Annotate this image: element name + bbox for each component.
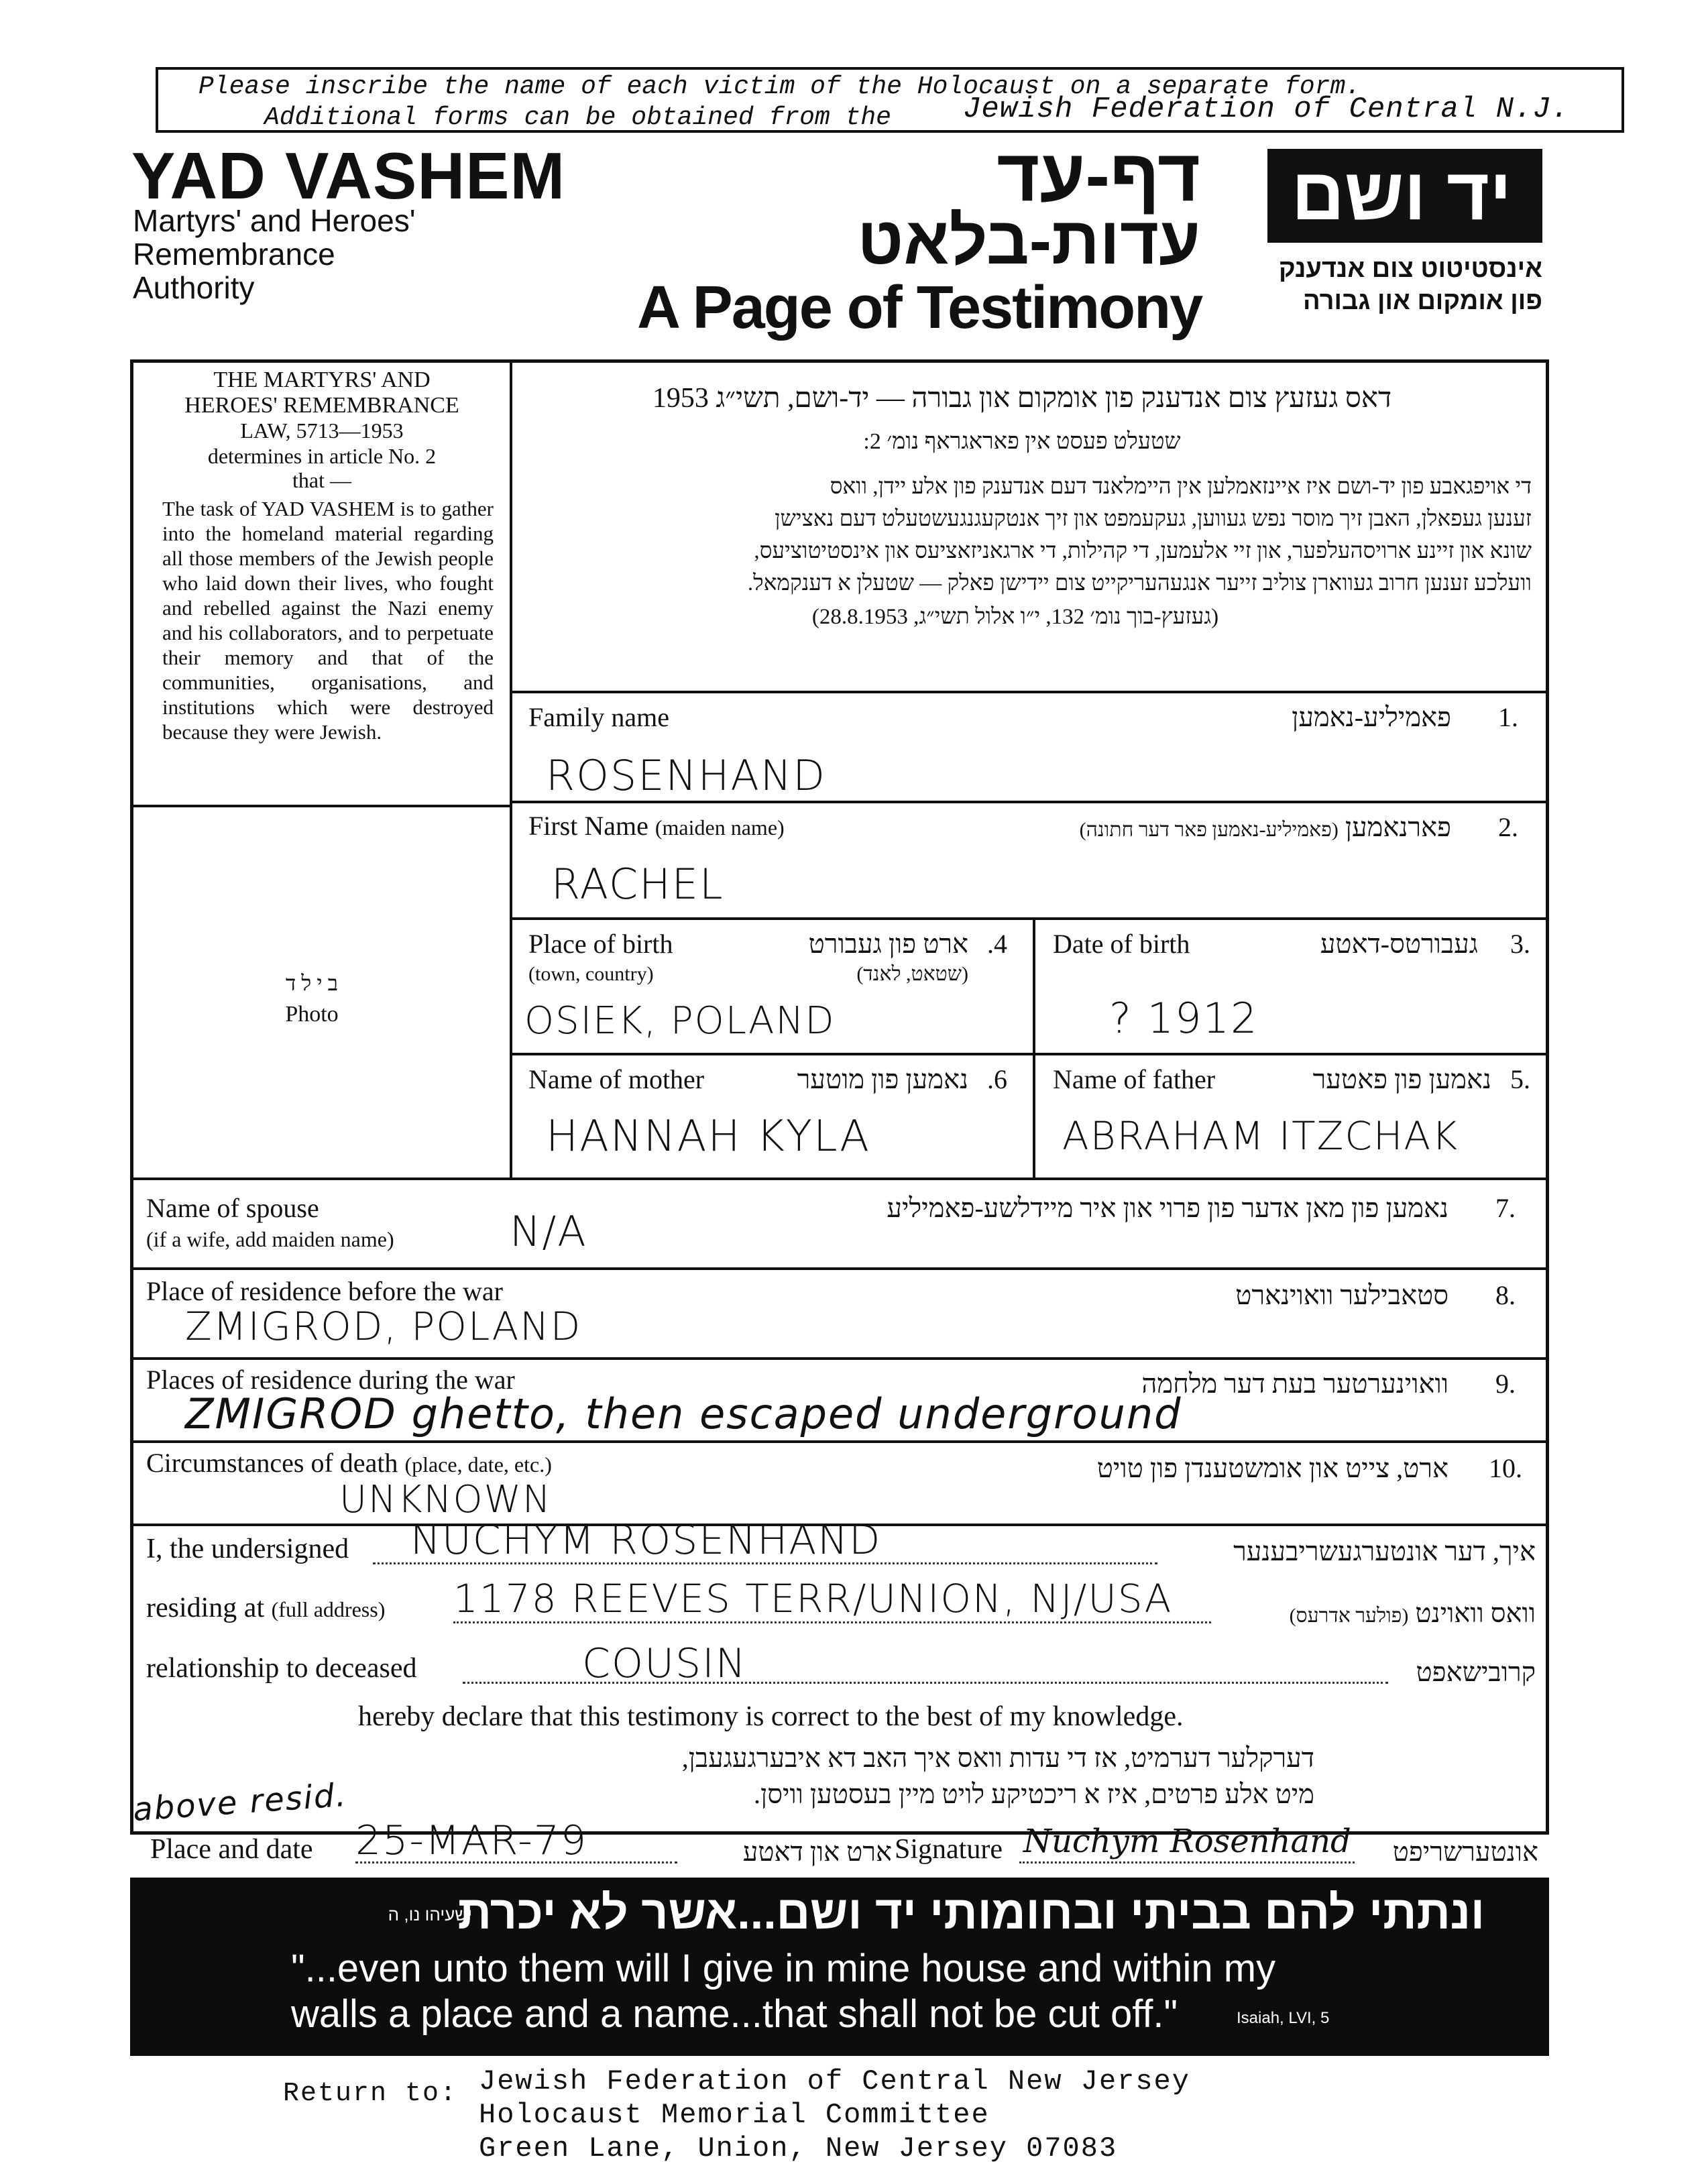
law-heading2: HEROES' REMEMBRANCE xyxy=(184,393,459,418)
f8-num: 8. xyxy=(1495,1280,1516,1310)
org-name: YAD VASHEM xyxy=(131,139,566,213)
residing-label-text: residing at xyxy=(146,1593,265,1623)
f1-label: Family name xyxy=(528,702,669,732)
return-line3: Green Lane, Union, New Jersey 07083 xyxy=(479,2132,1118,2165)
org-sub3: Authority xyxy=(133,270,255,305)
law-heading1: THE MARTYRS' AND xyxy=(213,367,431,392)
field-spouse xyxy=(134,1180,1546,1267)
f7-value[interactable]: N/A xyxy=(510,1207,587,1256)
f7-num: 7. xyxy=(1495,1193,1516,1223)
law-body: The task of YAD VASHEM is to gather into the homeland material regarding all those members of the Jewish people who laid down their lives, who fought and rebelled against the Nazi enemy and his collaborators, and to perpetuate their memory and that of the communities, organisations, and institutions which were destroyed because they were Jewish. xyxy=(162,497,494,744)
photo-label: Photo xyxy=(285,1002,339,1027)
declaration-statement: hereby declare that this testimony is correct to the best of my knowledge. xyxy=(358,1701,1184,1732)
place-date-yiddish: ארט און דאטע xyxy=(742,1837,892,1867)
f4-label: Place of birth xyxy=(528,929,673,959)
f2-label-text: First Name xyxy=(528,811,648,841)
field-family-name xyxy=(512,693,1546,801)
signature-label: Signature xyxy=(895,1834,1003,1865)
residing-label xyxy=(146,1592,385,1624)
f5-label-yiddish: נאמען פון פאטער xyxy=(1312,1064,1491,1094)
f2-value[interactable]: RACHEL xyxy=(551,860,724,909)
yiddish-law-body2: זענען געפאלן, האבן זיך מוסר נפש געווען, געקעמפט און זיך אנטקעגנגעשטעלט דעם נאצישן xyxy=(775,507,1532,531)
undersigned-yiddish: איך, דער אונטערגעשריבענער xyxy=(1233,1536,1536,1566)
f9-value[interactable]: ZMIGROD ghetto, then escaped underground xyxy=(185,1389,1182,1438)
banner-line1: "...even unto them will I give in mine house and within my xyxy=(291,1947,1276,1990)
f2-label-yiddish xyxy=(982,811,1451,843)
residing-value[interactable]: 1178 REEVES TERR/UNION, NJ/USA xyxy=(453,1576,1173,1621)
residing-label-note: (full address) xyxy=(271,1597,386,1621)
undersigned-value[interactable]: NUCHYM ROSENHAND xyxy=(410,1517,882,1564)
residing-yiddish xyxy=(1214,1597,1536,1629)
f9-label-yiddish: וואוינערטער בעת דער מלחמה xyxy=(1141,1369,1448,1399)
field-date-of-birth xyxy=(1035,920,1546,1054)
return-line1: Jewish Federation of Central New Jersey xyxy=(479,2065,1190,2097)
f10-num: 10. xyxy=(1489,1453,1522,1483)
f7-label: Name of spouse xyxy=(146,1193,319,1223)
banner-line2: walls a place and a name...that shall not be cut off." xyxy=(291,1992,1178,2036)
f6-num: .6 xyxy=(987,1064,1007,1094)
yiddish-law-body3: שונא און זיינע ארויסהעלפער, און זיי אלעמען, די קהילות, די ארגאניזאציעס און אינסטיטוציעס, xyxy=(754,539,1532,563)
f2-label xyxy=(528,810,785,842)
f1-num: 1. xyxy=(1498,702,1518,732)
photo-label-yiddish: ב י ל ד xyxy=(285,971,339,995)
f10-label-text: Circumstances of death xyxy=(146,1448,398,1478)
law-heading3: LAW, 5713—1953 xyxy=(240,418,404,443)
field-circumstances-death xyxy=(134,1443,1546,1526)
f9-num: 9. xyxy=(1495,1369,1516,1399)
notice-line1: Please inscribe the name of each victim of the Holocaust on a separate form. xyxy=(198,72,1361,101)
law-heading4: determines in article No. 2 xyxy=(207,444,437,468)
banner-ref: Isaiah, LVI, 5 xyxy=(1237,2009,1330,2027)
field-residence-during xyxy=(134,1360,1546,1443)
signature-value[interactable]: Nuchym Rosenhand xyxy=(1023,1823,1351,1860)
yad-vashem-logo xyxy=(1267,149,1542,243)
law-heading5: that — xyxy=(292,468,351,492)
page-title: A Page of Testimony xyxy=(637,274,1202,341)
notice-handwritten-org: Jewish Federation of Central N.J. xyxy=(963,93,1570,126)
field-mother-name xyxy=(512,1055,1033,1179)
undersigned-label: I, the undersigned xyxy=(146,1534,349,1564)
yiddish-law-body5: (געזעץ-בוך נומ׳ 132, י״ו אלול תשי״ג, 28.8.1953) xyxy=(811,605,1219,629)
yiddish-law-heading: דאס געזעץ צום אנדענק פון אומקום און גבורה — יד-ושם, תשי״ג 1953 xyxy=(652,383,1392,414)
f8-value[interactable]: ZMIGROD, POLAND xyxy=(185,1304,582,1349)
declaration-yiddish1: דערקלער דערמיט, אז די עדות וואס איך האב דא איבערגעגעבן, xyxy=(681,1743,1314,1773)
field-father-name xyxy=(1035,1055,1546,1179)
yiddish-law-panel xyxy=(512,362,1545,684)
residing-yiddish-note: (פולער אדרעס) xyxy=(1289,1605,1409,1627)
f7-label-yiddish: נאמען פון מאן אדער פון פרוי און איר מיידלשע-פאמיליע xyxy=(887,1193,1448,1223)
field-first-name xyxy=(512,803,1546,917)
f3-value[interactable]: ? 1912 xyxy=(1109,994,1259,1043)
f1-label-yiddish: פאמיליע-נאמען xyxy=(1292,702,1451,732)
f4-label-yiddish-note: (שטאט, לאנד) xyxy=(856,963,968,985)
field-place-of-birth xyxy=(512,920,1033,1054)
residing-yiddish-text: וואס וואוינט xyxy=(1415,1598,1536,1628)
f3-label-yiddish: געבורטס-דאטע xyxy=(1320,929,1478,959)
place-date-label: Place and date xyxy=(150,1834,313,1865)
yiddish-title2: עדות-בלאט xyxy=(857,203,1200,278)
f4-num: .4 xyxy=(987,929,1007,959)
f3-num: 3. xyxy=(1510,929,1530,959)
logo-text: יד ושם xyxy=(1291,153,1512,235)
org-sub2: Remembrance xyxy=(133,237,335,272)
law-panel xyxy=(134,362,510,805)
signature-line xyxy=(1019,1861,1355,1863)
f8-label: Place of residence before the war xyxy=(146,1276,503,1306)
f9-label: Places of residence during the war xyxy=(146,1365,515,1395)
yiddish-law-body1: די אויפגאבע פון יד-ושם איז איינזאמלען אין היימלאנד דעם אנדענק פון אלע יידן, וואס xyxy=(830,475,1532,499)
yiddish-law-body4: וועלכע זענען חרוב געווארן צוליב זייער אנגעהעריקייט צום יידישן פאלק — שטעלן א דענקמאל. xyxy=(747,571,1532,595)
f4-label-note: (town, country) xyxy=(528,963,654,985)
relationship-value[interactable]: COUSIN xyxy=(582,1640,747,1687)
field-residence-before xyxy=(134,1270,1546,1357)
f10-label-note: (place, date, etc.) xyxy=(404,1452,552,1477)
logo-sub2: פון אומקום און גבורה xyxy=(1303,287,1542,315)
residing-line xyxy=(453,1621,1211,1623)
yiddish-title1: דף-עד xyxy=(997,134,1200,217)
yiddish-law-sub: שטעלט פעסט אין פאראגראף נומ׳ 2: xyxy=(863,429,1181,454)
law-divider xyxy=(130,805,511,807)
declaration-yiddish2: מיט אלע פרטים, איז א ריכטיקע לויט מיין בעסטען וויסן. xyxy=(754,1779,1314,1809)
f7-label-note: (if a wife, add maiden name) xyxy=(146,1227,394,1251)
f2-num: 2. xyxy=(1498,812,1518,842)
f10-label xyxy=(146,1447,552,1479)
f5-num: 5. xyxy=(1510,1064,1530,1094)
f10-label-yiddish: ארט, צייט און אומשטענדן פון טויט xyxy=(1096,1453,1448,1483)
f2-label-yiddish-text: פארנאמען xyxy=(1345,812,1451,842)
relationship-yiddish: קרובישאפט xyxy=(1416,1657,1536,1687)
notice-box xyxy=(156,67,1624,133)
f5-label: Name of father xyxy=(1053,1064,1216,1094)
f6-value[interactable]: HANNAH KYLA xyxy=(546,1112,870,1161)
f5-value[interactable]: ABRAHAM ITZCHAK xyxy=(1062,1113,1459,1159)
f1-value[interactable]: ROSENHAND xyxy=(546,751,826,800)
signature-yiddish: אונטערשריפט xyxy=(1392,1837,1538,1867)
f8-label-yiddish: סטאבילער וואוינארט xyxy=(1235,1280,1448,1310)
place-date-value[interactable]: 25-MAR-79 xyxy=(355,1817,588,1864)
f2-label-yiddish-note: (פאמיליע-נאמען פאר דער חתונה) xyxy=(1079,819,1339,841)
org-sub1: Martyrs' and Heroes' xyxy=(133,203,416,238)
banner-hebrew: ונתתי להם בביתי ובחומותי יד ושם...אשר לא יכרת xyxy=(457,1886,1485,1939)
above-resid-note: above resid. xyxy=(131,1776,349,1829)
return-label: Return to: xyxy=(283,2079,458,2109)
logo-sub1: אינסטיטוט צום אנדענק xyxy=(1278,255,1542,283)
notice-line2: Additional forms can be obtained from the xyxy=(264,103,891,132)
return-line2: Holocaust Memorial Committee xyxy=(479,2099,990,2131)
f2-label-note: (maiden name) xyxy=(655,815,785,840)
relationship-label: relationship to deceased xyxy=(146,1653,417,1684)
f4-value[interactable]: OSIEK, POLAND xyxy=(524,999,836,1043)
f4-label-yiddish: ארט פון געבורט xyxy=(808,929,968,959)
f3-label: Date of birth xyxy=(1053,929,1190,959)
f6-label-yiddish: נאמען פון מוטער xyxy=(797,1064,968,1094)
f6-label: Name of mother xyxy=(528,1064,705,1094)
isaiah-banner xyxy=(130,1878,1549,2056)
banner-hebrew-ref: ישעיהו נו, ה xyxy=(388,1904,472,1924)
f10-value[interactable]: UNKNOWN xyxy=(339,1478,552,1521)
